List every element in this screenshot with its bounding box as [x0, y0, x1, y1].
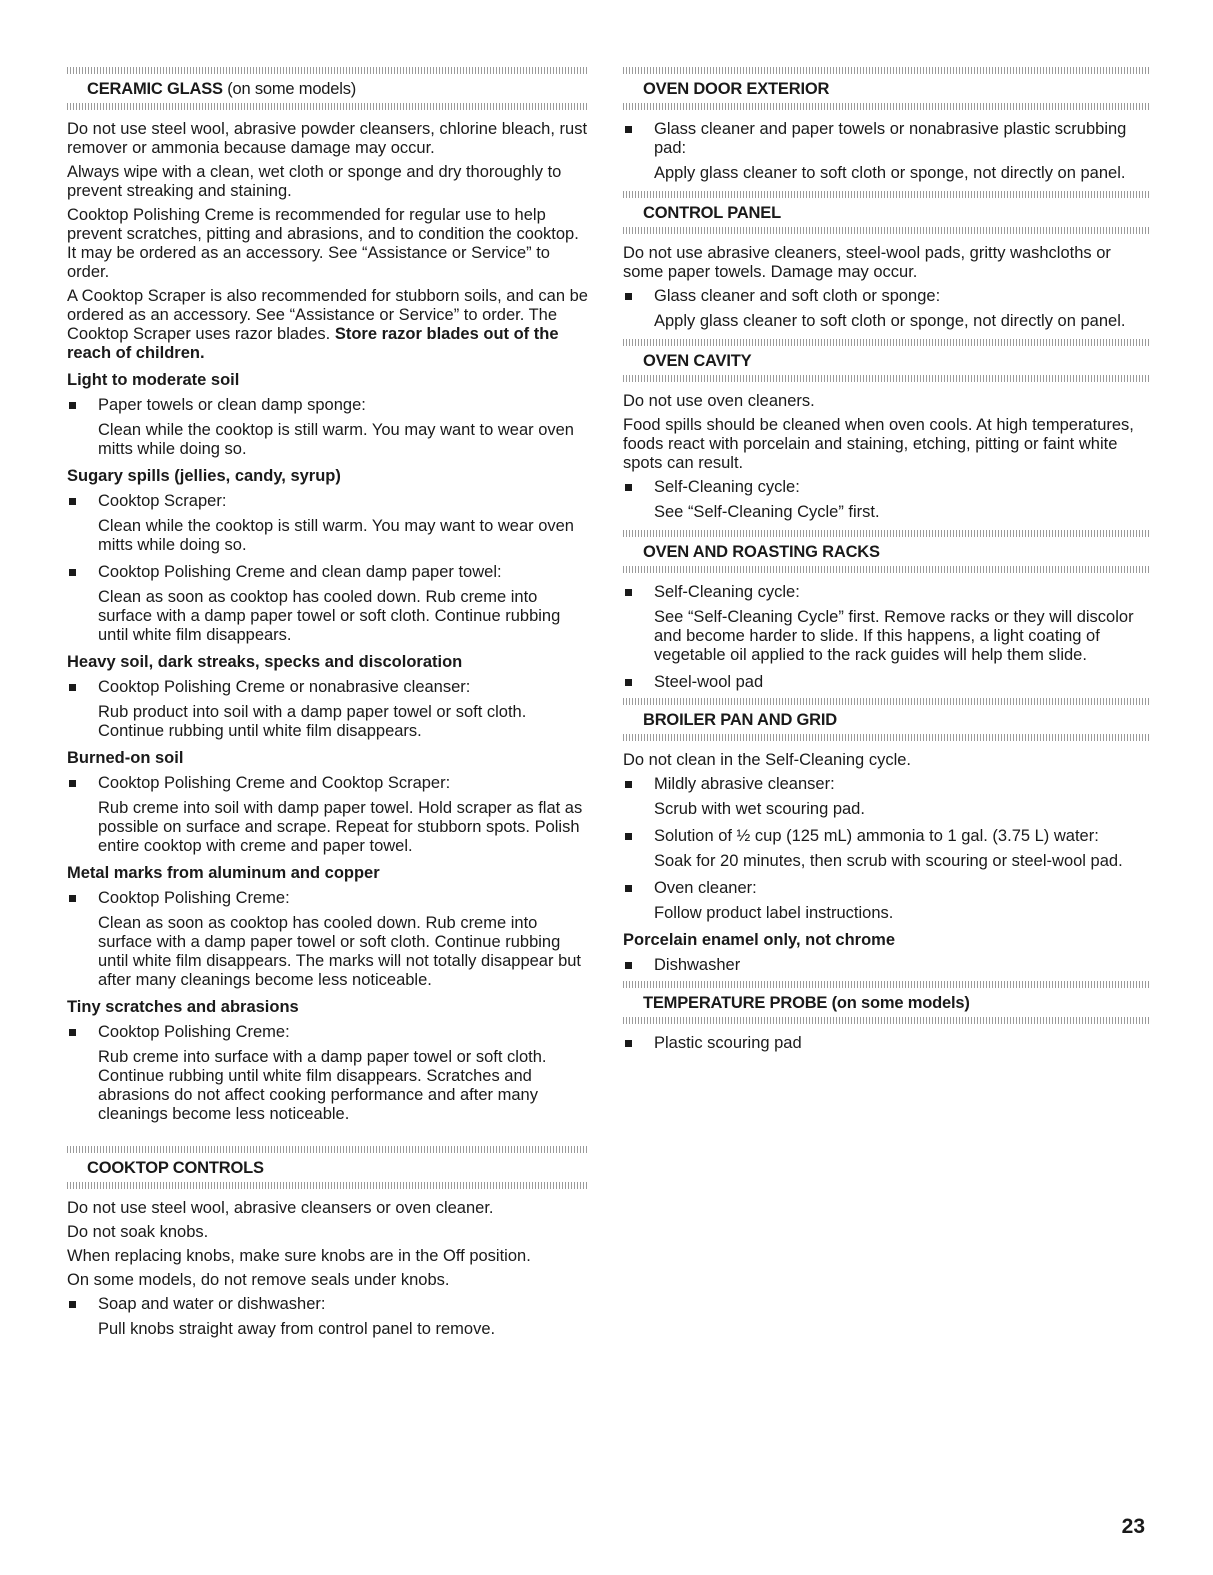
bullet-icon — [625, 589, 632, 596]
list-item: Dishwasher — [623, 956, 1151, 975]
list-item-detail: Rub creme into soil with damp paper towel. Hold scraper as flat as possible on surface and scrape. Repeat for stubborn spots. Polish entire cooktop with creme and paper towel. — [98, 799, 583, 855]
divider — [67, 1146, 589, 1153]
bullet-icon — [69, 780, 76, 787]
section-header-control-panel — [623, 191, 1151, 234]
bullet-icon — [625, 293, 632, 300]
list-item-detail: Pull knobs straight away from control panel to remove. — [98, 1320, 496, 1338]
subheading: Heavy soil, dark streaks, specks and discoloration — [67, 653, 463, 671]
section-header-temperature-probe — [623, 981, 1151, 1024]
list-item: Plastic scouring pad — [623, 1034, 1151, 1053]
page-number: 23 — [1121, 1515, 1145, 1538]
divider — [623, 698, 1151, 705]
section-title: COOKTOP CONTROLS — [87, 1159, 264, 1177]
list-item-detail: See “Self-Cleaning Cycle” first. — [654, 503, 880, 521]
subheading: Metal marks from aluminum and copper — [67, 864, 380, 882]
list-item: Cooktop Polishing Creme: — [67, 1023, 589, 1042]
bullet-icon — [625, 833, 632, 840]
divider — [623, 339, 1151, 346]
list-item: Oven cleaner: — [623, 879, 1151, 898]
list-item-detail: Rub product into soil with a damp paper towel or soft cloth. Continue rubbing until white film disappears. — [98, 703, 527, 740]
section-title: BROILER PAN AND GRID — [643, 711, 838, 729]
list-item: Cooktop Polishing Creme or nonabrasive cleanser: — [67, 678, 589, 697]
section-title-note: (on some models) — [227, 80, 357, 98]
section-title: OVEN DOOR EXTERIOR — [643, 80, 830, 98]
list-item-detail: Scrub with wet scouring pad. — [654, 800, 865, 818]
paragraph — [67, 287, 589, 363]
list-item: Cooktop Polishing Creme: — [67, 889, 589, 908]
paragraph-text: A Cooktop Scraper is also recommended for stubborn soils, and can be ordered as an accessory. See “Assistance or Service” to order. The Cooktop Scraper uses razor blades. — [67, 287, 588, 343]
section-header-oven-door-exterior — [623, 67, 1151, 110]
divider — [67, 67, 589, 74]
divider — [67, 1182, 589, 1189]
list-item: Steel-wool pad — [623, 673, 1151, 692]
paragraph: Do not use abrasive cleaners, steel-wool pads, gritty washcloths or some paper towels. Damage may occur. — [623, 244, 1111, 281]
subheading: Tiny scratches and abrasions — [67, 998, 299, 1016]
list-item: Self-Cleaning cycle: — [623, 583, 1151, 602]
list-item: Self-Cleaning cycle: — [623, 478, 1151, 497]
list-item: Cooktop Polishing Creme and Cooktop Scraper: — [67, 774, 589, 793]
divider — [623, 566, 1151, 573]
divider — [623, 981, 1151, 988]
section-header-cooktop-controls — [67, 1146, 589, 1189]
paragraph: On some models, do not remove seals under knobs. — [67, 1271, 450, 1289]
section-title: OVEN AND ROASTING RACKS — [643, 543, 880, 561]
list-item: Cooktop Polishing Creme and clean damp paper towel: — [67, 563, 589, 582]
list-item: Solution of ½ cup (125 mL) ammonia to 1 gal. (3.75 L) water: — [623, 827, 1151, 846]
bullet-icon — [69, 684, 76, 691]
list-item: Glass cleaner and paper towels or nonabrasive plastic scrubbing pad: — [623, 120, 1151, 158]
paragraph: Do not soak knobs. — [67, 1223, 209, 1241]
section-title-note: (on some models) — [831, 994, 970, 1012]
section-title: OVEN CAVITY — [643, 352, 752, 370]
bullet-icon — [625, 484, 632, 491]
section-header-oven-roasting-racks — [623, 530, 1151, 573]
paragraph: Do not use steel wool, abrasive cleansers or oven cleaner. — [67, 1199, 494, 1217]
list-item-detail: Follow product label instructions. — [654, 904, 894, 922]
warning-text: Store razor blades out of the reach of children. — [67, 325, 559, 362]
subheading: Sugary spills (jellies, candy, syrup) — [67, 467, 341, 485]
divider — [623, 1017, 1151, 1024]
bullet-icon — [625, 1040, 632, 1047]
bullet-icon — [625, 126, 632, 133]
list-item-detail: Clean while the cooktop is still warm. You may want to wear oven mitts while doing so. — [98, 517, 574, 554]
section-title: CONTROL PANEL — [643, 204, 781, 222]
subheading: Porcelain enamel only, not chrome — [623, 931, 896, 949]
paragraph: Food spills should be cleaned when oven cools. At high temperatures, foods react with porcelain and staining, etching, pitting or faint white spots can result. — [623, 416, 1134, 472]
list-item-detail: Clean while the cooktop is still warm. You may want to wear oven mitts while doing so. — [98, 421, 574, 458]
subheading: Burned-on soil — [67, 749, 184, 767]
paragraph: Do not clean in the Self-Cleaning cycle. — [623, 751, 911, 769]
list-item-detail: Rub creme into surface with a damp paper towel or soft cloth. Continue rubbing until white film disappears. Scratches and abrasions do not affect cooking performance and after many cleanings become less noticeable. — [98, 1048, 547, 1123]
divider — [623, 227, 1151, 234]
paragraph: When replacing knobs, make sure knobs are in the Off position. — [67, 1247, 531, 1265]
divider — [67, 103, 589, 110]
divider — [623, 530, 1151, 537]
subheading: Light to moderate soil — [67, 371, 240, 389]
bullet-icon — [69, 895, 76, 902]
section-title: TEMPERATURE PROBE — [643, 994, 828, 1012]
bullet-icon — [625, 885, 632, 892]
list-item: Soap and water or dishwasher: — [67, 1295, 589, 1314]
list-item: Cooktop Scraper: — [67, 492, 589, 511]
bullet-icon — [69, 1029, 76, 1036]
list-item-detail: See “Self-Cleaning Cycle” first. Remove racks or they will discolor and become harder to slide. If this happens, a light coating of vegetable oil applied to the rack guides will help them slide. — [654, 608, 1134, 664]
section-title: CERAMIC GLASS — [87, 80, 223, 98]
bullet-icon — [69, 402, 76, 409]
section-header-broiler-pan-grid — [623, 698, 1151, 741]
bullet-icon — [625, 781, 632, 788]
list-item-detail: Clean as soon as cooktop has cooled down. Rub creme into surface with a damp paper towel or soft cloth. Continue rubbing until white film disappears. — [98, 588, 561, 644]
paragraph: Always wipe with a clean, wet cloth or sponge and dry thoroughly to prevent streaking and staining. — [67, 163, 562, 200]
section-header-ceramic-glass — [67, 67, 589, 110]
bullet-icon — [69, 569, 76, 576]
paragraph: Do not use steel wool, abrasive powder cleansers, chlorine bleach, rust remover or ammonia because damage may occur. — [67, 120, 588, 157]
divider — [623, 734, 1151, 741]
list-item-detail: Apply glass cleaner to soft cloth or sponge, not directly on panel. — [654, 312, 1126, 330]
bullet-icon — [625, 962, 632, 969]
bullet-icon — [69, 1301, 76, 1308]
right-column — [623, 67, 1151, 1059]
list-item: Glass cleaner and soft cloth or sponge: — [623, 287, 1151, 306]
bullet-icon — [625, 679, 632, 686]
list-item-detail: Clean as soon as cooktop has cooled down. Rub creme into surface with a damp paper towel or soft cloth. Continue rubbing until white film disappears. The marks will not totally disappear but after many cleanings become less noticeable. — [98, 914, 582, 989]
divider — [623, 67, 1151, 74]
divider — [623, 191, 1151, 198]
paragraph: Cooktop Polishing Creme is recommended for regular use to help prevent scratches, pitting and abrasions, and to condition the cooktop. It may be ordered as an accessory. See “Assistance or Service” to order. — [67, 206, 579, 281]
section-header-oven-cavity — [623, 339, 1151, 382]
list-item: Paper towels or clean damp sponge: — [67, 396, 589, 415]
paragraph: Do not use oven cleaners. — [623, 392, 815, 410]
left-column — [67, 67, 589, 1347]
divider — [623, 375, 1151, 382]
list-item-detail: Soak for 20 minutes, then scrub with scouring or steel-wool pad. — [654, 852, 1123, 870]
list-item-detail: Apply glass cleaner to soft cloth or sponge, not directly on panel. — [654, 164, 1126, 182]
divider — [623, 103, 1151, 110]
list-item: Mildly abrasive cleanser: — [623, 775, 1151, 794]
bullet-icon — [69, 498, 76, 505]
